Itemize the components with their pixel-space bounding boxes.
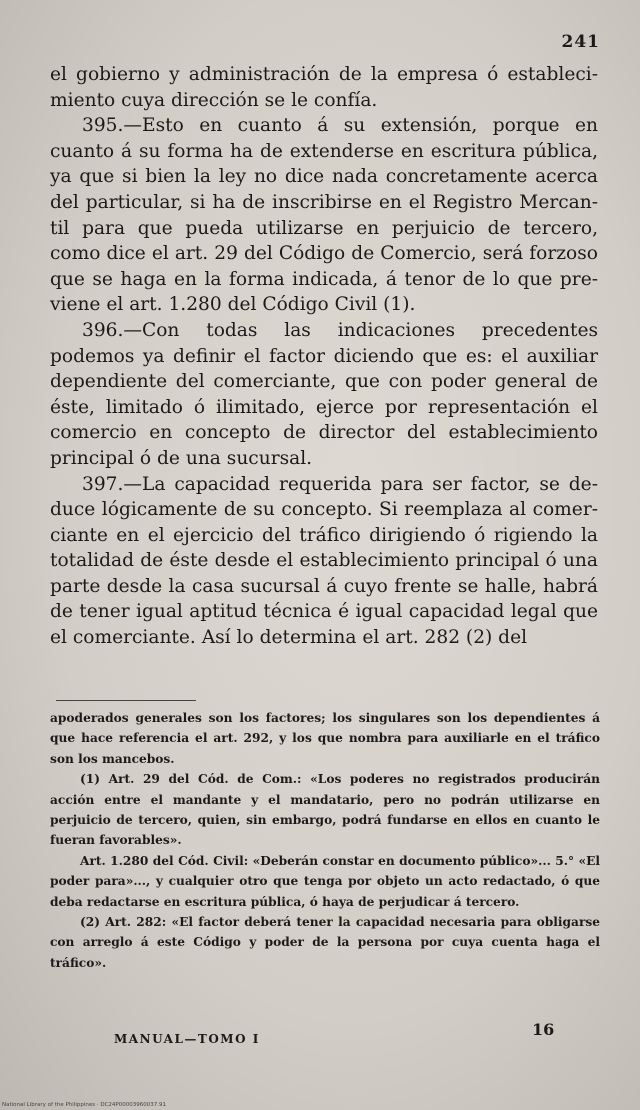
- paragraph-397: 397.—La capacidad requerida para ser factor, se deduce lógicamente de su concepto. Si reemplaza al comerciante en el ejercicio del tráfico dirigiendo ó rigiendo la totalidad de éste desde el establecimiento principal ó una parte desde la casa sucursal á cuyo frente se halle, habrá de tener igual aptitud técnica é igual capacidad legal que el comerciante. Así lo determina el art. 282 (2) del: [50, 473, 598, 649]
- signature-mark: 16: [532, 1020, 555, 1039]
- main-text: [50, 62, 598, 651]
- paragraph-continuation: el gobierno y administración de la empresa ó establecimiento cuya dirección se le confía.: [50, 64, 598, 111]
- footnote-1: (1) Art. 29 del Cód. de Com.: «Los poderes no registrados producirán acción entre el mandante y el mandatario, pero no podrán utilizarse en perjuicio de tercero, quien, sin embargo, podrá fundarse en ellos en cuanto le fueran favorables».: [50, 772, 600, 848]
- running-title: MANUAL—TOMO I: [114, 1032, 260, 1046]
- paragraph-395: 395.—Esto en cuanto á su extensión, porque en cuanto á su forma ha de extenderse en escritura pública, ya que si bien la ley no dice nada concretamente acerca del particular, si ha de inscribirse en el Registro Mercantil para que pueda utilizarse en perjuicio de tercero, como dice el art. 29 del Código de Comercio, será forzoso que se haga en la forma indicada, á tenor de lo que previene el art. 1.280 del Código Civil (1).: [50, 115, 598, 316]
- page-number: 241: [561, 32, 600, 52]
- footnote-1-civil-code: Art. 1.280 del Cód. Civil: «Deberán constar en documento público»... 5.° «El poder para»..., y cualquier otro que tenga por objeto un acto redactado, ó que deba redactarse en escritura pública, ó haya de perjudicar á tercero.: [50, 853, 600, 909]
- footnote-separator: [56, 700, 196, 701]
- footnotes: [50, 708, 600, 973]
- footnote-continuation: apoderados generales son los factores; los singulares son los dependientes á que hace referencia el art. 292, y los que nombra para auxiliarle en el tráfico son los mancebos.: [50, 711, 600, 766]
- footnote-2: (2) Art. 282: «El factor deberá tener la capacidad necesaria para obligarse con arreglo á este Código y poder de la persona por cuya cuenta haga el tráfico».: [50, 915, 600, 970]
- paragraph-396: 396.—Con todas las indicaciones precedentes podemos ya definir el factor diciendo que es: el auxiliar dependiente del comerciante, que con poder general de éste, limitado ó ilimitado, ejerce por representación el comercio en concepto de director del establecimiento principal ó de una sucursal.: [50, 319, 598, 469]
- scan-credit: National Library of the Philippines · DC24P00003960037.91: [2, 1102, 166, 1108]
